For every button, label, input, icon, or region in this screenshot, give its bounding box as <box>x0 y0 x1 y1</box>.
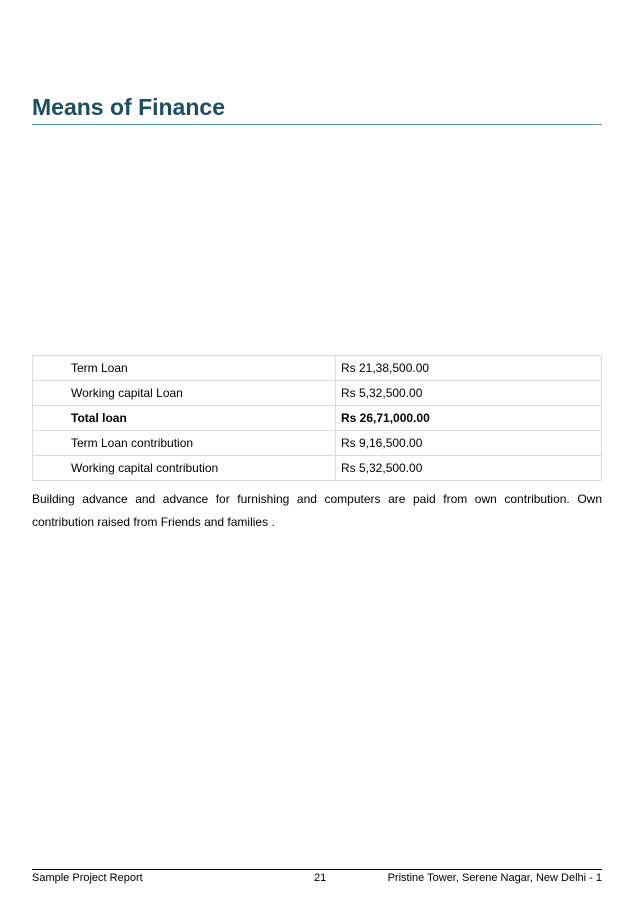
table-row <box>33 431 602 456</box>
title-divider <box>32 124 602 125</box>
table-row <box>33 356 602 381</box>
footer-report-name: Sample Project Report <box>32 872 143 884</box>
page-footer <box>32 872 602 888</box>
table-row <box>33 381 602 406</box>
table-row-total <box>33 406 602 431</box>
table-row <box>33 456 602 481</box>
footer-divider <box>32 869 602 870</box>
footer-address: Pristine Tower, Serene Nagar, New Delhi - 1 <box>387 872 602 884</box>
body-paragraph: Building advance and advance for furnishing and computers are paid from own contribution. Own contribution raised from Friends and families . <box>32 492 602 529</box>
row-value: Rs 5,32,500.00 <box>336 456 602 481</box>
row-label: Working capital Loan <box>33 381 336 406</box>
row-value: Rs 5,32,500.00 <box>336 381 602 406</box>
row-label: Working capital contribution <box>33 456 336 481</box>
row-label: Term Loan <box>33 356 336 381</box>
row-label: Term Loan contribution <box>33 431 336 456</box>
row-label: Total loan <box>33 406 336 431</box>
means-of-finance-table <box>32 355 602 481</box>
footer-page-number: 21 <box>314 872 327 884</box>
row-value: Rs 26,71,000.00 <box>336 406 602 431</box>
row-value: Rs 9,16,500.00 <box>336 431 602 456</box>
page-title: Means of Finance <box>32 94 225 120</box>
row-value: Rs 21,38,500.00 <box>336 356 602 381</box>
